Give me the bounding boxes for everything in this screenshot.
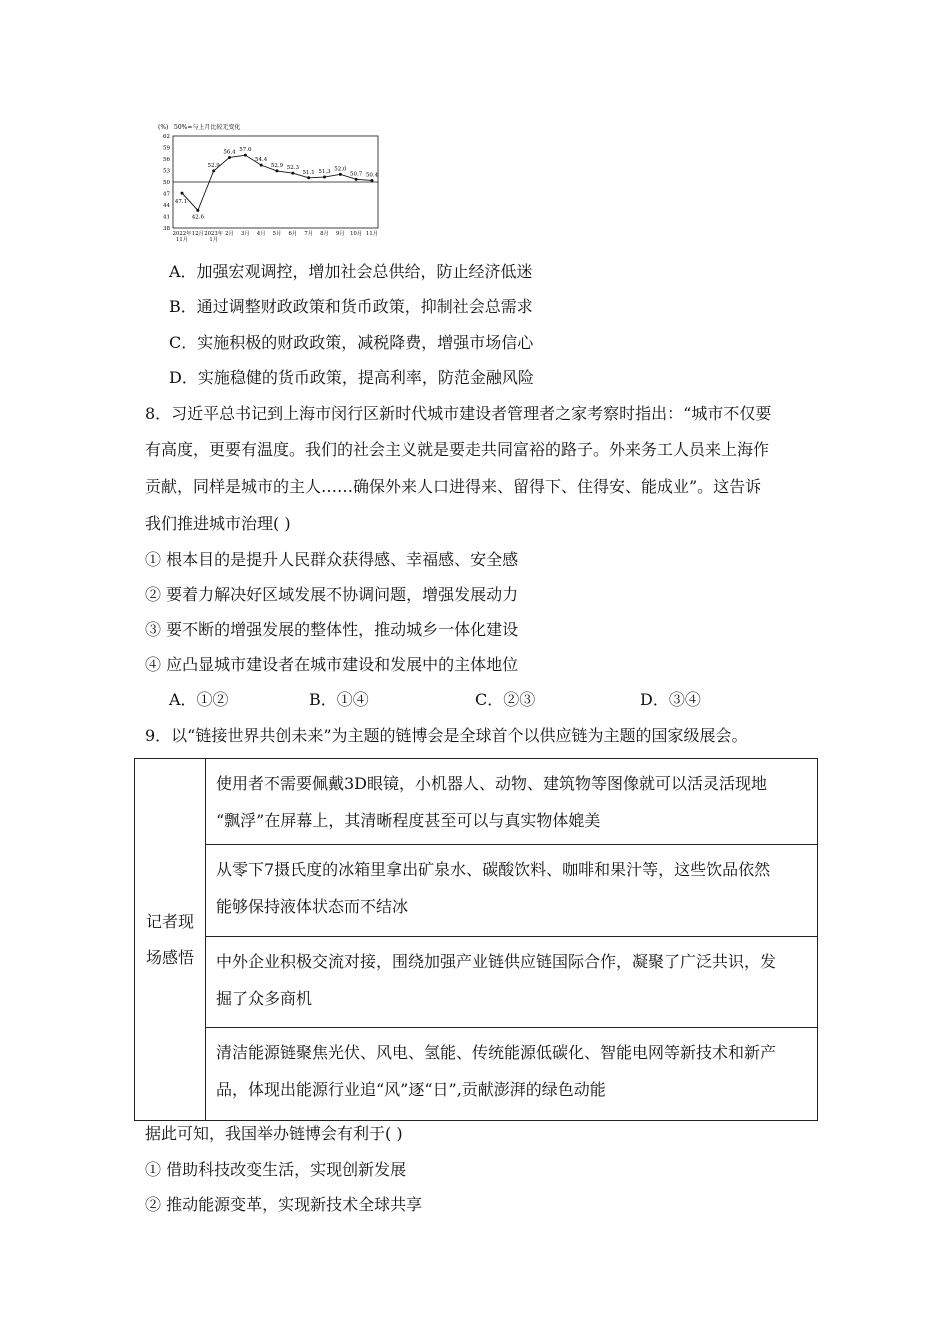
q9-cell-3: [206, 937, 818, 1028]
data-point: [196, 209, 199, 212]
y-tick-label: 50: [163, 180, 170, 186]
q8-stem-line-2: 有高度，更要有温度。我们的社会主义就是要走共同富裕的路子。外来务工人员来上海作: [145, 440, 770, 459]
q9-row-label: [135, 759, 206, 1121]
q8-stem-line-3: 贡献，同样是城市的主人……确保外来人口进得来、留得下、住得安、能成业”。这告诉: [145, 477, 762, 496]
data-point: [339, 173, 342, 176]
x-tick-label: 1月: [209, 237, 219, 243]
q9-cell-1-line-1: 使用者不需要佩戴3D眼镜，小机器人、动物、建筑物等图像就可以活灵活现地: [216, 774, 768, 793]
x-tick-label: 11月: [365, 231, 379, 237]
q9-cell-4-line-2: 品，体现出能源行业追“风”逐“日”,贡献澎湃的绿色动能: [216, 1080, 606, 1099]
q8-choice-a: A．①②: [169, 690, 229, 709]
data-label: 56.4: [223, 149, 236, 156]
x-tick-label: 3月: [240, 231, 250, 237]
q7-option-b: B．通过调整财政政策和货币政策，抑制社会总需求: [169, 297, 533, 316]
q8-statement-1: ① 根本目的是提升人民群众获得感、幸福感、安全感: [145, 550, 519, 569]
q9-cell-4: [206, 1028, 818, 1121]
q7-option-a: A．加强宏观调控，增加社会总供给，防止经济低迷: [169, 262, 533, 281]
data-label: 51.3: [318, 169, 331, 176]
data-label: 52.3: [286, 165, 299, 172]
data-label: 50.4: [365, 172, 379, 179]
q8-statement-4: ④ 应凸显城市建设者在城市建设和发展中的主体地位: [145, 655, 519, 674]
data-point: [212, 169, 215, 172]
q9-cell-4-line-1: 清洁能源链聚焦光伏、风电、氢能、传统能源低碳化、智能电网等新技术和新产: [216, 1043, 777, 1062]
q9-row-label-line-2: 场感悟: [145, 947, 194, 967]
data-point: [228, 156, 231, 159]
q9-cell-1-line-2: “飘浮”在屏幕上，其清晰程度甚至可以与真实物体媲美: [216, 811, 601, 830]
data-label: 57.0: [239, 147, 252, 154]
q8-choice-d: D．③④: [640, 690, 701, 709]
y-tick-label: 38: [163, 226, 170, 232]
data-label: 52.0: [334, 166, 347, 173]
data-label: 54.4: [255, 157, 268, 164]
y-tick-label: 47: [163, 191, 170, 198]
data-point: [244, 154, 247, 157]
q9-row-label-line-1: 记者现: [145, 911, 194, 931]
y-axis-ticks: [163, 134, 170, 232]
x-tick-label: 2月: [225, 231, 234, 237]
q9-table: [134, 758, 818, 1121]
data-label: 50.7: [350, 171, 363, 178]
pmi-line-chart: [152, 120, 384, 248]
y-tick-label: 59: [163, 145, 170, 152]
q8-stem-line-1: 8．习近平总书记到上海市闵行区新时代城市建设者管理者之家考察时指出：“城市不仅要: [145, 404, 772, 423]
x-tick-label: 7月: [304, 231, 314, 237]
x-tick-label: 9月: [335, 231, 345, 237]
x-tick-label: 8月: [320, 231, 329, 237]
q9-intro: 9．以“链接世界共创未来”为主题的链博会是全球首个以供应链为主题的国家级展会。: [145, 726, 748, 745]
q8-stem-line-4: 我们推进城市治理( ): [145, 514, 291, 533]
x-tick-label: 11月: [175, 237, 189, 243]
data-point: [291, 172, 294, 175]
q7-option-d: D．实施稳健的货币政策，提高利率，防范金融风险: [169, 368, 534, 387]
data-label: 42.6: [191, 214, 204, 221]
data-label: 51.1: [302, 169, 315, 176]
q9-cell-2: [206, 845, 818, 937]
data-point: [307, 176, 310, 179]
q9-statement-1: ① 借助科技改变生活，实现创新发展: [145, 1160, 407, 1179]
q8-statement-3: ③ 要不断的增强发展的整体性，推动城乡一体化建设: [145, 620, 519, 639]
q8-choice-b: B．①④: [309, 690, 369, 709]
data-labels: [175, 147, 379, 220]
x-tick-label: 2023年: [204, 231, 224, 237]
q9-cell-3-line-1: 中外企业积极交流对接，围绕加强产业链供应链国际合作，凝聚了广泛共识，发: [216, 952, 777, 971]
x-tick-label: 2022年: [172, 231, 192, 237]
data-label: 47.1: [174, 199, 188, 206]
q9-cell-2-line-1: 从零下7摄氏度的冰箱里拿出矿泉水、碳酸饮料、咖啡和果汁等，这些饮品依然: [216, 860, 771, 879]
x-axis-ticks: [173, 229, 378, 243]
x-tick-label: 10月: [350, 231, 363, 237]
data-label: 52.9: [270, 162, 284, 169]
q7-option-c: C．实施积极的财政政策，减税降费，增强市场信心: [169, 333, 534, 352]
q9-cell-2-line-2: 能够保持液体状态而不结冰: [216, 897, 409, 916]
y-tick-label: 56: [163, 157, 170, 163]
chart-unit-label: (%): [158, 124, 169, 131]
data-point: [276, 169, 279, 172]
y-tick-label: 41: [163, 214, 170, 221]
data-point: [181, 192, 184, 195]
x-tick-label: 12月: [191, 231, 204, 237]
y-tick-label: 62: [163, 134, 170, 140]
data-point: [260, 164, 263, 167]
q9-statement-2: ② 推动能源变革，实现新技术全球共享: [145, 1195, 423, 1214]
data-label: 52.9: [207, 162, 220, 169]
y-tick-label: 53: [163, 168, 170, 175]
data-point: [371, 179, 374, 182]
chart-note: 50%=与上月比较无变化: [174, 124, 241, 131]
x-tick-label: 4月: [256, 231, 266, 237]
q9-cell-3-line-2: 掘了众多商机: [216, 989, 313, 1008]
q8-statement-2: ② 要着力解决好区域发展不协调问题，增强发展动力: [145, 585, 519, 604]
q9-cell-1: [206, 759, 818, 845]
x-tick-label: 5月: [272, 231, 282, 237]
y-tick-label: 44: [163, 203, 170, 209]
q8-choice-c: C．②③: [475, 690, 536, 709]
data-point: [355, 178, 358, 181]
x-tick-label: 6月: [288, 231, 298, 237]
q9-prompt: 据此可知，我国举办链博会有利于( ): [145, 1124, 403, 1143]
data-point: [323, 176, 326, 179]
